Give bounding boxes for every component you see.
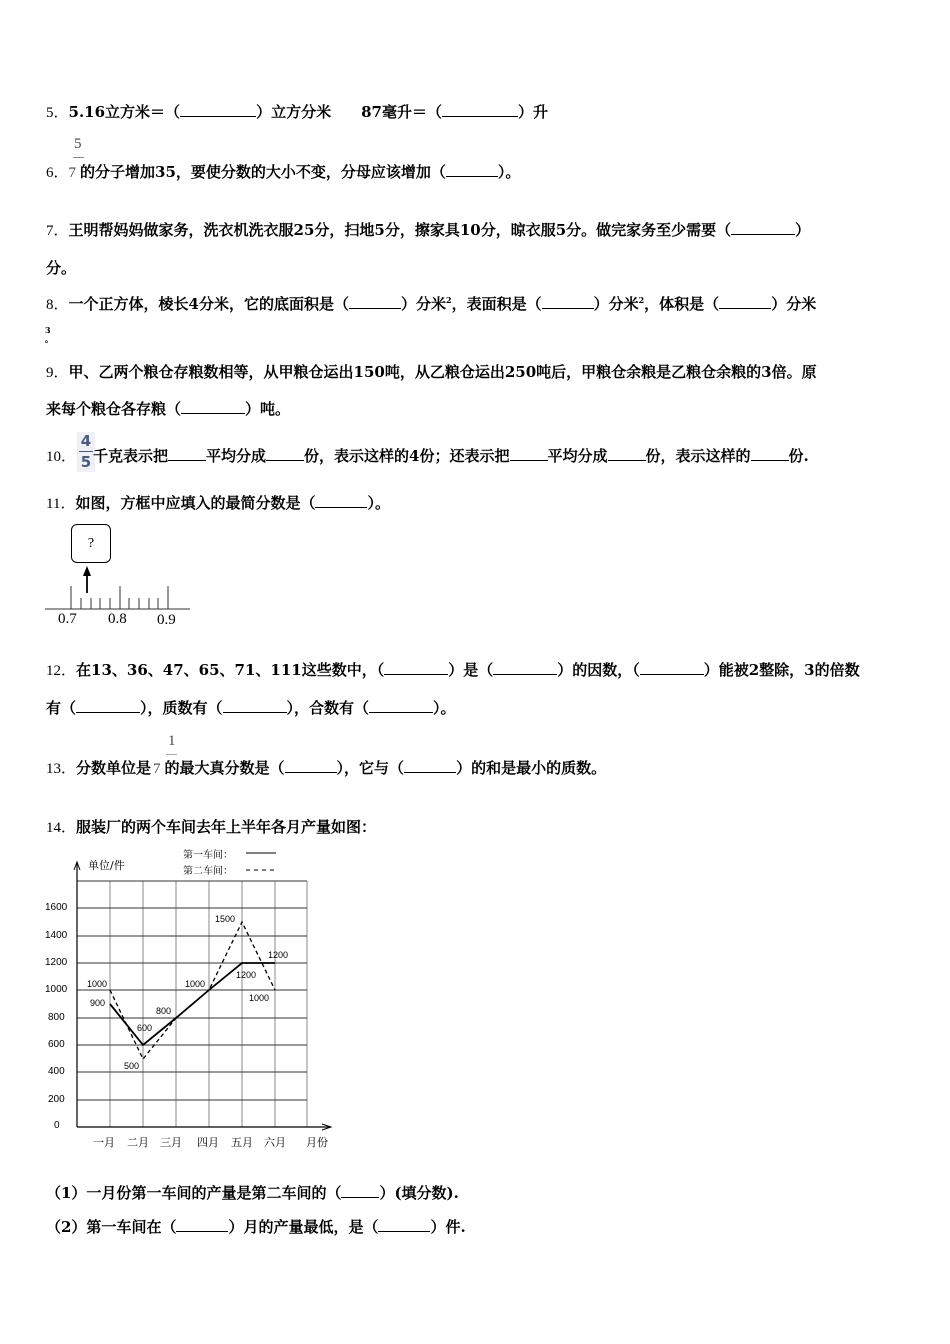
x-tick: 一月: [93, 1136, 115, 1149]
question-9: 9．甲、乙两个粮仓存粮数相等，从甲粮仓运出150吨，从乙粮仓运出250吨后，甲粮仓余粮是乙粮仓余粮的3倍。原: [46, 363, 817, 381]
y-tick: 400: [48, 1066, 65, 1077]
point-label: 500: [124, 1061, 140, 1071]
answer-blank[interactable]: [493, 660, 557, 675]
question-10: 10． 千克表示把 平均分成 份，表示这样的4份；还表示把 平均分成 份，表示这样的 份.: [46, 447, 809, 465]
question-box: ?: [71, 524, 111, 563]
x-axis-label: 月份: [306, 1136, 328, 1149]
answer-blank[interactable]: [285, 758, 337, 773]
q13-fraction-numerator: 1: [168, 733, 176, 749]
q13-fraction-bar: [166, 754, 177, 755]
y-tick: 1200: [45, 957, 68, 968]
answer-blank[interactable]: [378, 1217, 430, 1232]
q10-fraction-image: 4 5: [77, 432, 95, 472]
question-7: 7．王明帮妈妈做家务，洗衣机洗衣服25分，扫地5分，擦家具10分，晾衣服5分。做完家务至少需要（ ）: [46, 221, 811, 239]
question-8-cont: 3 。: [45, 325, 53, 344]
production-line-chart: [0, 840, 360, 1150]
answer-blank[interactable]: [384, 660, 448, 675]
question-8: 8．一个正方体，棱长4分米，它的底面积是（ ）分米$^2$，表面积是（ ）分米$^2$，体积是（ ）分米: [46, 295, 817, 313]
answer-blank[interactable]: [608, 446, 646, 461]
answer-blank[interactable]: [266, 446, 304, 461]
x-tick: 四月: [197, 1136, 219, 1149]
answer-blank[interactable]: [446, 162, 498, 177]
answer-blank[interactable]: [223, 698, 287, 713]
answer-blank[interactable]: [542, 294, 594, 309]
q6-fraction-numerator: 5: [74, 136, 82, 152]
point-label: 900: [90, 998, 106, 1008]
point-label: 1000: [249, 993, 270, 1003]
number-line-figure: [40, 520, 200, 635]
y-tick: 1600: [45, 902, 68, 913]
question-14-2: （2）第一车间在（ ）月的产量最低，是（ ）件.: [46, 1218, 466, 1236]
x-tick: 六月: [264, 1136, 286, 1149]
point-label: 1500: [215, 914, 236, 924]
point-label: 1200: [236, 970, 257, 980]
question-14-1: （1）一月份第一车间的产量是第二车间的（ ）(填分数).: [46, 1184, 459, 1202]
x-tick: 五月: [231, 1136, 253, 1149]
point-label: 600: [137, 1023, 153, 1033]
question-11: 11．如图，方框中应填入的最简分数是（ ）。: [46, 494, 390, 512]
question-7-cont: 分。: [46, 259, 77, 277]
tick-label: 0.8: [108, 611, 127, 627]
answer-blank[interactable]: [341, 1183, 379, 1198]
answer-blank[interactable]: [168, 446, 206, 461]
tick-label: 0.9: [157, 612, 176, 628]
question-number: 5．: [46, 105, 69, 121]
answer-blank[interactable]: [640, 660, 704, 675]
answer-blank[interactable]: [442, 102, 518, 117]
tick-label: 0.7: [58, 611, 77, 627]
y-tick: 800: [48, 1012, 65, 1023]
question-12: 12．在13、36、47、65、71、111这些数中，（ ）是（ ）的因数，（ ）能被2整除，3的倍数: [46, 661, 860, 679]
legend-workshop-2: 第二车间：: [183, 866, 233, 877]
y-tick: 1400: [45, 930, 68, 941]
point-label: 800: [156, 1006, 172, 1016]
question-5: 5．5.16立方米＝（ ）立方分米 87毫升＝（ ）升: [46, 103, 548, 121]
answer-blank[interactable]: [369, 698, 433, 713]
answer-blank[interactable]: [731, 220, 795, 235]
answer-blank[interactable]: [719, 294, 771, 309]
point-label: 1200: [268, 950, 289, 960]
answer-blank[interactable]: [176, 1217, 228, 1232]
x-tick: 二月: [127, 1136, 149, 1149]
question-6: 6．7 的分子增加35，要使分数的大小不变，分母应该增加（ ）。: [46, 163, 521, 181]
answer-blank[interactable]: [76, 698, 140, 713]
y-tick: 600: [48, 1039, 65, 1050]
answer-blank[interactable]: [404, 758, 456, 773]
point-label: 1000: [87, 979, 108, 989]
answer-blank[interactable]: [510, 446, 548, 461]
answer-blank[interactable]: [315, 493, 367, 508]
question-12-cont: 有（ ），质数有（ ），合数有（ ）。: [46, 699, 456, 717]
y-tick: 0: [54, 1120, 60, 1131]
question-14: 14．服装厂的两个车间去年上半年各月产量如图：: [46, 818, 377, 836]
q6-fraction-bar: [73, 157, 84, 158]
answer-blank[interactable]: [181, 399, 245, 414]
answer-blank[interactable]: [751, 446, 789, 461]
answer-blank[interactable]: [349, 294, 401, 309]
point-label: 1000: [185, 979, 206, 989]
answer-blank[interactable]: [180, 102, 256, 117]
question-9-cont: 来每个粮仓各存粮（ ）吨。: [46, 400, 291, 418]
y-axis-unit: 单位/件: [88, 859, 125, 872]
legend-workshop-1: 第一车间：: [183, 850, 233, 861]
x-tick: 三月: [160, 1136, 182, 1149]
y-tick: 1000: [45, 984, 68, 995]
y-tick: 200: [48, 1094, 65, 1105]
question-13: 13．分数单位是 7 的最大真分数是（ ），它与（ ）的和是最小的质数。: [46, 759, 607, 777]
